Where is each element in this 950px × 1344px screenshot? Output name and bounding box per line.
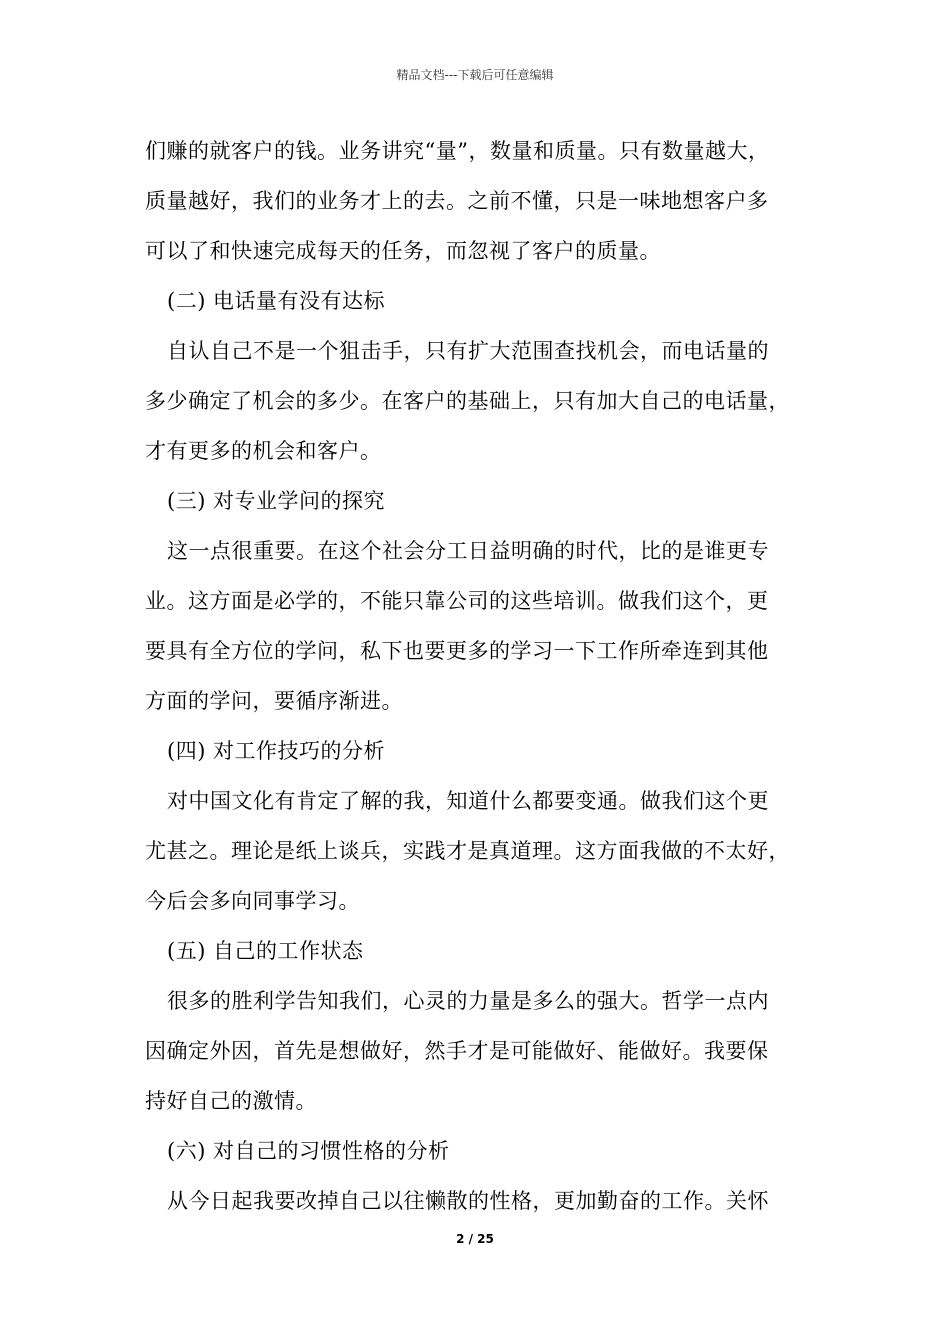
body-line: 因确定外因，首先是想做好，然手才是可能做好、能做好。我要保: [145, 1039, 769, 1063]
body-line: 尤甚之。理论是纸上谈兵，实践才是真道理。这方面我做的不太好，: [145, 839, 790, 863]
section-heading: (三) 对专业学问的探究: [167, 489, 386, 513]
paragraph-first-line: 这一点很重要。在这个社会分工日益明确的时代，比的是谁更专: [167, 539, 769, 563]
body-line: 可以了和快速完成每天的任务，而忽视了客户的质量。: [145, 239, 661, 263]
body-line: 质量越好，我们的业务才上的去。之前不懂，只是一味地想客户多: [145, 189, 769, 213]
section-heading: (五) 自己的工作状态: [167, 939, 364, 963]
paragraph-first-line: 很多的胜利学告知我们，心灵的力量是多么的强大。哲学一点内: [167, 989, 769, 1013]
page-header: 精品文档---下载后可任意编辑: [396, 68, 554, 82]
body-line: 要具有全方位的学问，私下也要更多的学习一下工作所牵连到其他: [145, 639, 769, 663]
section-heading: (四) 对工作技巧的分析: [167, 739, 386, 763]
document-body: [145, 126, 810, 1226]
body-line: 持好自己的激情。: [145, 1089, 317, 1113]
body-line: 们赚的就客户的钱。业务讲究“量”，数量和质量。只有数量越大，: [145, 139, 770, 163]
page-number: 2 / 25: [456, 1232, 494, 1246]
body-line: 业。这方面是必学的，不能只靠公司的这些培训。做我们这个，更: [145, 589, 769, 613]
paragraph-first-line: 从今日起我要改掉自己以往懒散的性格，更加勤奋的工作。关怀: [167, 1189, 769, 1213]
body-line: 才有更多的机会和客户。: [145, 439, 382, 463]
paragraph-first-line: 自认自己不是一个狙击手，只有扩大范围查找机会，而电话量的: [167, 339, 769, 363]
paragraph-first-line: 对中国文化有肯定了解的我，知道什么都要变通。做我们这个更: [167, 789, 769, 813]
body-line: 今后会多向同事学习。: [145, 889, 360, 913]
section-heading: (二) 电话量有没有达标: [167, 289, 386, 313]
section-heading: (六) 对自己的习惯性格的分析: [167, 1139, 450, 1163]
body-line: 多少确定了机会的多少。在客户的基础上，只有加大自己的电话量，: [145, 389, 790, 413]
body-line: 方面的学问，要循序渐进。: [145, 689, 403, 713]
